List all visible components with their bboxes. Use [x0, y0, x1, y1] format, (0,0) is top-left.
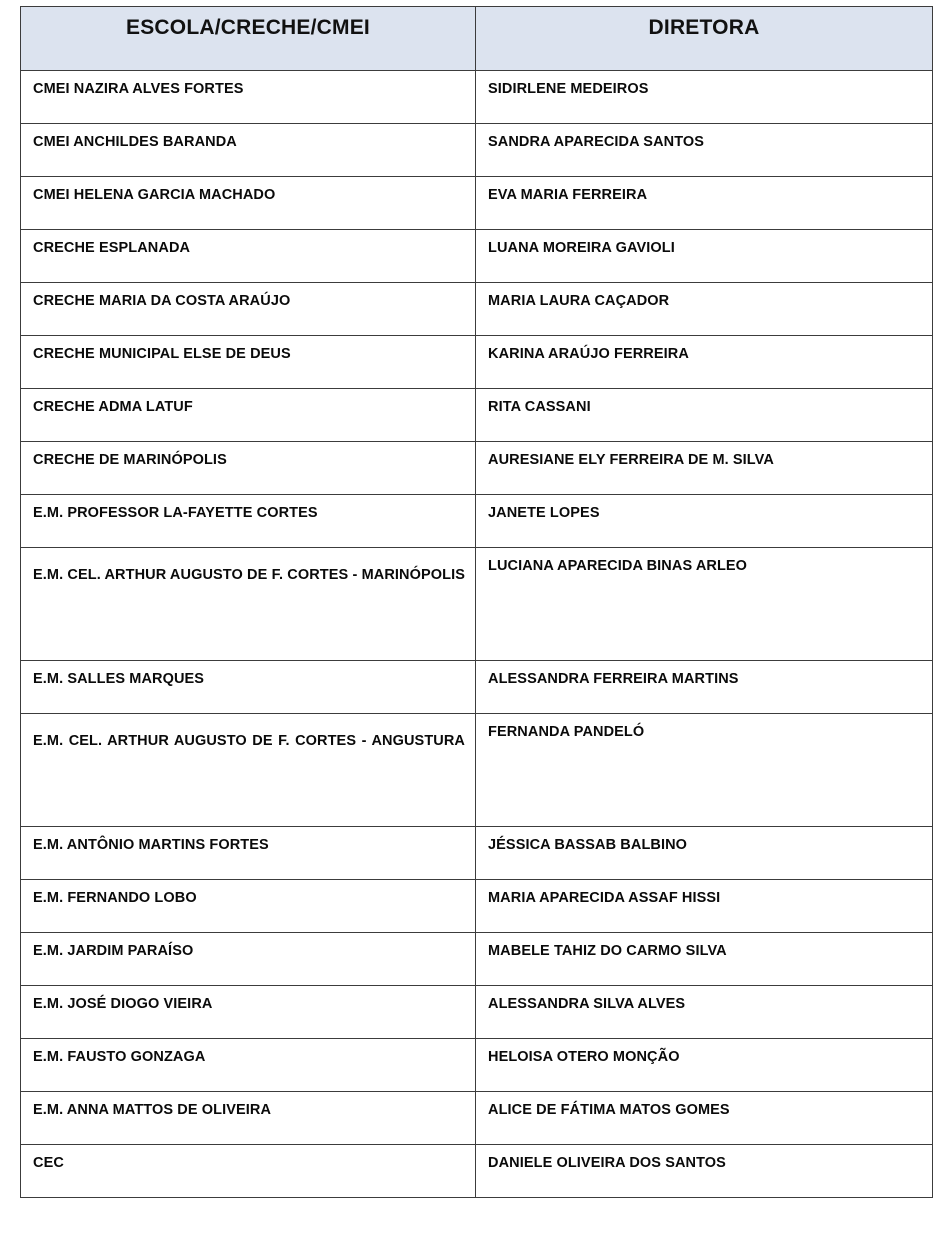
- cell-school-name: E.M. CEL. ARTHUR AUGUSTO DE F. CORTES - MARINÓPOLIS: [21, 548, 476, 661]
- cell-director-name: ALICE DE FÁTIMA MATOS GOMES: [476, 1092, 933, 1145]
- cell-director-name: LUANA MOREIRA GAVIOLI: [476, 230, 933, 283]
- cell-school-name: CRECHE ADMA LATUF: [21, 389, 476, 442]
- cell-school-name: E.M. FAUSTO GONZAGA: [21, 1039, 476, 1092]
- table-row: [21, 880, 933, 933]
- table-row: [21, 986, 933, 1039]
- school-directors-table: [20, 6, 933, 1198]
- cell-school-name: E.M. JARDIM PARAÍSO: [21, 933, 476, 986]
- cell-director-name: FERNANDA PANDELÓ: [476, 714, 933, 827]
- cell-director-name: JANETE LOPES: [476, 495, 933, 548]
- cell-director-name: DANIELE OLIVEIRA DOS SANTOS: [476, 1145, 933, 1198]
- cell-director-name: HELOISA OTERO MONÇÃO: [476, 1039, 933, 1092]
- cell-school-name: CRECHE ESPLANADA: [21, 230, 476, 283]
- table-row: [21, 71, 933, 124]
- column-header-school: ESCOLA/CRECHE/CMEI: [21, 7, 476, 71]
- cell-director-name: RITA CASSANI: [476, 389, 933, 442]
- table-row: [21, 442, 933, 495]
- table-body: [21, 71, 933, 1198]
- cell-director-name: MABELE TAHIZ DO CARMO SILVA: [476, 933, 933, 986]
- cell-school-name: CRECHE DE MARINÓPOLIS: [21, 442, 476, 495]
- cell-school-name: E.M. ANTÔNIO MARTINS FORTES: [21, 827, 476, 880]
- table-row: [21, 389, 933, 442]
- table-row: [21, 124, 933, 177]
- cell-school-name: CMEI ANCHILDES BARANDA: [21, 124, 476, 177]
- cell-director-name: MARIA APARECIDA ASSAF HISSI: [476, 880, 933, 933]
- table-row: [21, 714, 933, 827]
- table-row: [21, 283, 933, 336]
- table-row: [21, 548, 933, 661]
- cell-director-name: SANDRA APARECIDA SANTOS: [476, 124, 933, 177]
- cell-director-name: ALESSANDRA SILVA ALVES: [476, 986, 933, 1039]
- cell-school-name: CMEI HELENA GARCIA MACHADO: [21, 177, 476, 230]
- cell-school-name: E.M. JOSÉ DIOGO VIEIRA: [21, 986, 476, 1039]
- table-row: [21, 1145, 933, 1198]
- cell-director-name: AURESIANE ELY FERREIRA DE M. SILVA: [476, 442, 933, 495]
- cell-director-name: SIDIRLENE MEDEIROS: [476, 71, 933, 124]
- table-row: [21, 230, 933, 283]
- cell-school-name: CMEI NAZIRA ALVES FORTES: [21, 71, 476, 124]
- cell-director-name: JÉSSICA BASSAB BALBINO: [476, 827, 933, 880]
- table-row: [21, 177, 933, 230]
- table-row: [21, 336, 933, 389]
- cell-school-name: CRECHE MARIA DA COSTA ARAÚJO: [21, 283, 476, 336]
- cell-school-name: E.M. FERNANDO LOBO: [21, 880, 476, 933]
- cell-school-name: E.M. SALLES MARQUES: [21, 661, 476, 714]
- table-row: [21, 661, 933, 714]
- cell-director-name: EVA MARIA FERREIRA: [476, 177, 933, 230]
- table-header: [21, 7, 933, 71]
- cell-school-name: E.M. PROFESSOR LA-FAYETTE CORTES: [21, 495, 476, 548]
- cell-director-name: KARINA ARAÚJO FERREIRA: [476, 336, 933, 389]
- cell-school-name: E.M. ANNA MATTOS DE OLIVEIRA: [21, 1092, 476, 1145]
- cell-school-name: E.M. CEL. ARTHUR AUGUSTO DE F. CORTES - ANGUSTURA: [21, 714, 476, 827]
- table-row: [21, 1092, 933, 1145]
- table-row: [21, 933, 933, 986]
- cell-director-name: ALESSANDRA FERREIRA MARTINS: [476, 661, 933, 714]
- table-row: [21, 827, 933, 880]
- cell-school-name: CEC: [21, 1145, 476, 1198]
- table-header-row: [21, 7, 933, 71]
- cell-school-name: CRECHE MUNICIPAL ELSE DE DEUS: [21, 336, 476, 389]
- column-header-director: DIRETORA: [476, 7, 933, 71]
- table-row: [21, 495, 933, 548]
- table-row: [21, 1039, 933, 1092]
- cell-director-name: LUCIANA APARECIDA BINAS ARLEO: [476, 548, 933, 661]
- cell-director-name: MARIA LAURA CAÇADOR: [476, 283, 933, 336]
